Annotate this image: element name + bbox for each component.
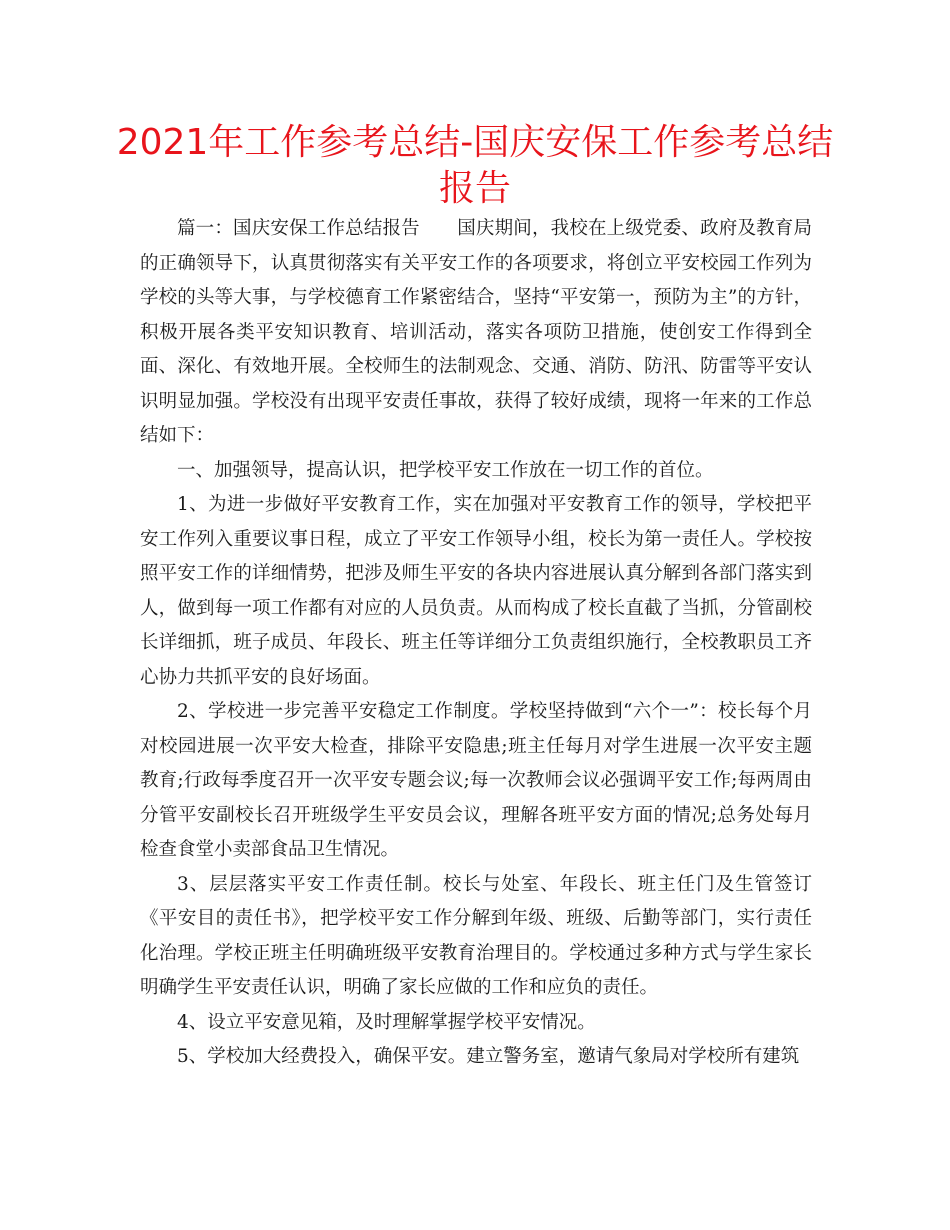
- paragraph-item-1: 1、为进一步做好平安教育工作，实在加强对平安教育工作的领导，学校把平安工作列入重要议事日程，成立了平安工作领导小组，校长为第一责任人。学校按照平安工作的详细情势，把涉及师生平安的各块内容进展认真分解到各部门落实到人，做到每一项工作都有对应的人员负责。从而构成了校长直截了当抓，分管副校长详细抓，班子成员、年段长、班主任等详细分工负责组织施行，全校教职员工齐心协力共抓平安的良好场面。: [140, 494, 812, 688]
- document-body: [140, 212, 812, 1075]
- paragraph-item-5: 5、学校加大经费投入，确保平安。建立警务室，邀请气象局对学校所有建筑: [177, 1046, 800, 1067]
- paragraph-section-1-heading: 一、加强领导，提高认识，把学校平安工作放在一切工作的首位。: [177, 459, 714, 481]
- paragraph-item-4: 4、设立平安意见箱，及时理解掌握学校平安情况。: [177, 1011, 596, 1033]
- paragraph-intro: 篇一：国庆安保工作总结报告 国庆期间，我校在上级党委、政府及教育局的正确领导下，认真贯彻落实有关平安工作的各项要求，将创立平安校园工作列为学校的头等大事，与学校德育工作紧密结合，坚持“平安第一，预防为主”的方针，积极开展各类平安知识教育、培训活动，落实各项防卫措施，使创安工作得到全面、深化、有效地开展。全校师生的法制观念、交通、消防、防汛、防雷等平安认识明显加强。学校没有出现平安责任事故，获得了较好成绩，现将一年来的工作总结如下：: [140, 218, 812, 446]
- paragraph-item-3: 3、层层落实平安工作责任制。校长与处室、年段长、班主任门及生管签订《平安目的责任书》，把学校平安工作分解到年级、班级、后勤等部门，实行责任化治理。学校正班主任明确班级平安教育治理目的。学校通过多种方式与学生家长明确学生平安责任认识，明确了家长应做的工作和应负的责任。: [140, 873, 812, 998]
- document-title: 2021年工作参考总结-国庆安保工作参考总结报告: [116, 122, 834, 209]
- paragraph-item-2: 2、学校进一步完善平安稳定工作制度。学校坚持做到“六个一”：校长每个月对校园进展一次平安大检查，排除平安隐患;班主任每月对学生进展一次平安主题教育;行政每季度召开一次平安专题会议;每一次教师会议必强调平安工作;每两周由分管平安副校长召开班级学生平安员会议，理解各班平安方面的情况;总务处每月检查食堂小卖部食品卫生情况。: [140, 701, 812, 860]
